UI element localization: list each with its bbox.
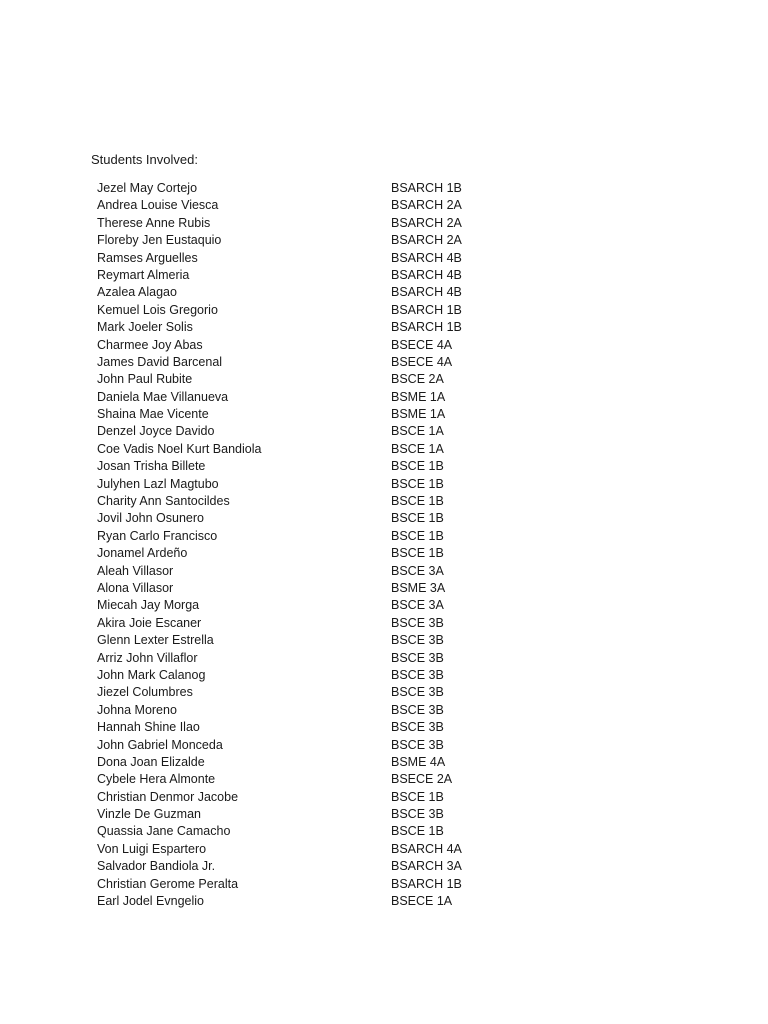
student-section: BSCE 1B	[391, 824, 444, 839]
students-heading: Students Involved:	[91, 152, 198, 167]
student-section: BSCE 3B	[391, 650, 444, 665]
student-section: BSCE 1B	[391, 459, 444, 474]
student-row	[97, 510, 577, 527]
student-section: BSCE 1B	[391, 511, 444, 526]
student-row	[97, 806, 577, 823]
student-section: BSCE 1B	[391, 789, 444, 804]
student-row	[97, 597, 577, 614]
student-name: Mark Joeler Solis	[97, 320, 193, 335]
student-section: BSME 4A	[391, 754, 446, 769]
student-section: BSCE 3B	[391, 720, 444, 735]
student-name: John Gabriel Monceda	[97, 737, 223, 752]
student-section: BSARCH 1B	[391, 320, 462, 335]
student-row	[97, 858, 577, 875]
student-section: BSME 3A	[391, 580, 446, 595]
student-row	[97, 215, 577, 232]
student-section: BSARCH 4A	[391, 841, 462, 856]
student-row	[97, 754, 577, 771]
student-name: Alona Villasor	[97, 580, 174, 595]
student-name: Arriz John Villaflor	[97, 650, 198, 665]
student-section: BSARCH 4B	[391, 285, 462, 300]
student-section: BSARCH 1B	[391, 302, 462, 317]
student-name: Ramses Arguelles	[97, 250, 198, 265]
student-row	[97, 563, 577, 580]
student-row	[97, 284, 577, 301]
student-section: BSCE 3B	[391, 702, 444, 717]
student-name: James David Barcenal	[97, 354, 223, 369]
student-name: Christian Denmor Jacobe	[97, 789, 239, 804]
student-row	[97, 337, 577, 354]
student-row	[97, 354, 577, 371]
student-section: BSECE 4A	[391, 354, 453, 369]
student-name: Josan Trisha Billete	[97, 459, 206, 474]
student-section: BSCE 3A	[391, 563, 444, 578]
student-name: Glenn Lexter Estrella	[97, 633, 214, 648]
student-row	[97, 232, 577, 249]
student-row	[97, 180, 577, 197]
student-name: Salvador Bandiola Jr.	[97, 859, 216, 874]
student-section: BSCE 1A	[391, 424, 444, 439]
student-section: BSCE 1B	[391, 546, 444, 561]
student-section: BSARCH 2A	[391, 233, 462, 248]
student-name: Miecah Jay Morga	[97, 598, 200, 613]
student-row	[97, 893, 577, 910]
student-section: BSCE 2A	[391, 372, 444, 387]
student-name: Charity Ann Santocildes	[97, 494, 230, 509]
student-name: Ryan Carlo Francisco	[97, 528, 218, 543]
student-row	[97, 371, 577, 388]
student-name: John Mark Calanog	[97, 667, 206, 682]
student-section: BSCE 1B	[391, 494, 444, 509]
student-section: BSECE 2A	[391, 772, 453, 787]
student-list	[97, 180, 577, 910]
student-section: BSCE 3B	[391, 615, 444, 630]
student-name: Cybele Hera Almonte	[97, 772, 216, 787]
student-name: Jezel May Cortejo	[97, 181, 198, 195]
student-name: John Paul Rubite	[97, 372, 193, 387]
student-section: BSARCH 1B	[391, 876, 462, 891]
student-section: BSCE 1A	[391, 441, 444, 456]
student-section: BSARCH 4B	[391, 267, 462, 282]
student-name: Floreby Jen Eustaquio	[97, 233, 222, 248]
student-section: BSECE 4A	[391, 337, 453, 352]
student-row	[97, 702, 577, 719]
student-name: Jiezel Columbres	[97, 685, 193, 700]
student-name: Denzel Joyce Davido	[97, 424, 215, 439]
student-row	[97, 319, 577, 336]
student-section: BSCE 1B	[391, 476, 444, 491]
student-row	[97, 389, 577, 406]
student-row	[97, 841, 577, 858]
student-name: Aleah Villasor	[97, 563, 174, 578]
student-section: BSME 1A	[391, 389, 446, 404]
student-row	[97, 458, 577, 475]
student-name: Shaina Mae Vicente	[97, 407, 209, 422]
student-name: Coe Vadis Noel Kurt Bandiola	[97, 441, 262, 456]
student-section: BSCE 3B	[391, 667, 444, 682]
student-name: Kemuel Lois Gregorio	[97, 302, 218, 317]
student-section: BSARCH 4B	[391, 250, 462, 265]
student-name: Earl Jodel Evngelio	[97, 894, 205, 909]
student-name: Charmee Joy Abas	[97, 337, 203, 352]
student-section: BSECE 1A	[391, 894, 453, 909]
student-row	[97, 615, 577, 632]
student-row	[97, 267, 577, 284]
student-row	[97, 667, 577, 684]
student-section: BSARCH 2A	[391, 198, 462, 213]
student-name: Jonamel Ardeño	[97, 546, 188, 561]
student-row	[97, 684, 577, 701]
student-name: Therese Anne Rubis	[97, 215, 211, 230]
student-row	[97, 737, 577, 754]
student-name: Reymart Almeria	[97, 267, 190, 282]
student-row	[97, 789, 577, 806]
student-name: Hannah Shine Ilao	[97, 720, 200, 735]
student-section: BSCE 1B	[391, 528, 444, 543]
student-section: BSARCH 2A	[391, 215, 462, 230]
student-section: BSCE 3A	[391, 598, 444, 613]
student-row	[97, 441, 577, 458]
student-name: Johna Moreno	[97, 702, 177, 717]
student-row	[97, 406, 577, 423]
student-name: Von Luigi Espartero	[97, 841, 207, 856]
student-name: Dona Joan Elizalde	[97, 754, 205, 769]
student-row	[97, 528, 577, 545]
student-name: Quassia Jane Camacho	[97, 824, 231, 839]
student-name: Jovil John Osunero	[97, 511, 205, 526]
student-row	[97, 580, 577, 597]
student-section: BSCE 3B	[391, 685, 444, 700]
student-row	[97, 250, 577, 267]
student-section: BSCE 3B	[391, 633, 444, 648]
student-row	[97, 197, 577, 214]
student-row	[97, 545, 577, 562]
student-row	[97, 650, 577, 667]
student-row	[97, 876, 577, 893]
student-row	[97, 823, 577, 840]
student-row	[97, 719, 577, 736]
student-section: BSARCH 3A	[391, 859, 462, 874]
student-name: Akira Joie Escaner	[97, 615, 202, 630]
student-row	[97, 493, 577, 510]
student-section: BSCE 3B	[391, 807, 444, 822]
student-name: Andrea Louise Viesca	[97, 198, 219, 213]
student-name: Julyhen Lazl Magtubo	[97, 476, 219, 491]
student-name: Daniela Mae Villanueva	[97, 389, 229, 404]
student-section: BSCE 3B	[391, 737, 444, 752]
student-row	[97, 476, 577, 493]
student-section: BSME 1A	[391, 407, 446, 422]
student-name: Christian Gerome Peralta	[97, 876, 239, 891]
student-name: Vinzle De Guzman	[97, 807, 201, 822]
student-row	[97, 632, 577, 649]
student-row	[97, 302, 577, 319]
student-row	[97, 423, 577, 440]
student-name: Azalea Alagao	[97, 285, 177, 300]
student-section: BSARCH 1B	[391, 181, 462, 195]
student-row	[97, 771, 577, 788]
